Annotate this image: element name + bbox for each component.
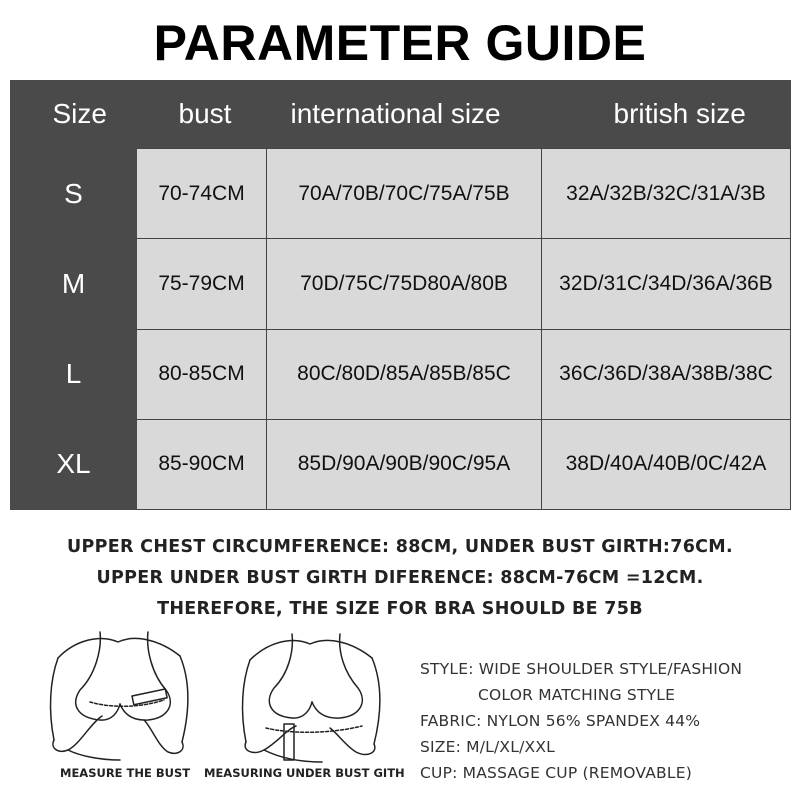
measurement-illustration [40,620,410,765]
page-title: PARAMETER GUIDE [153,15,647,71]
british-cell: 32A/32B/32C/31A/3B [542,149,791,239]
spec-style: STYLE: WIDE SHOULDER STYLE/FASHION [420,660,743,678]
british-cell: 38D/40A/40B/0C/42A [542,419,791,509]
caption-measure-under-bust: MEASURING UNDER BUST GITH [204,766,405,780]
size-cell: XL [11,419,137,509]
bust-cell: 80-85CM [137,329,267,419]
spec-fabric: FABRIC: NYLON 56% SPANDEX 44% [420,712,701,730]
bust-cell: 75-79CM [137,239,267,329]
measure-under-bust-figure-icon [243,634,380,762]
spec-size: SIZE: M/L/XL/XXL [420,738,555,756]
header-size: Size [11,80,137,149]
spec-cup: CUP: MASSAGE CUP (REMOVABLE) [420,764,692,782]
size-cell: M [11,239,137,329]
header-british-size: british size [542,80,791,149]
table-row [11,149,791,239]
table-row [11,419,791,509]
bust-cell: 70-74CM [137,149,267,239]
size-cell: S [11,149,137,239]
table-header-row [11,80,791,149]
note-line: THEREFORE, THE SIZE FOR BRA SHOULD BE 75B [157,599,643,619]
international-cell: 70A/70B/70C/75A/75B [267,149,542,239]
note-line: UPPER UNDER BUST GIRTH DIFERENCE: 88CM-76CM =12CM. [96,568,704,588]
international-cell: 80C/80D/85A/85B/85C [267,329,542,419]
size-table [10,80,791,510]
international-cell: 85D/90A/90B/90C/95A [267,419,542,509]
note-line: UPPER CHEST CIRCUMFERENCE: 88CM, UNDER BUST GIRTH:76CM. [67,537,733,557]
caption-measure-bust: MEASURE THE BUST [60,766,191,780]
header-international-size: international size [267,80,542,149]
table-row [11,329,791,419]
product-specs [420,656,795,786]
header-bust: bust [137,80,267,149]
table-row [11,239,791,329]
british-cell: 36C/36D/38A/38B/38C [542,329,791,419]
international-cell: 70D/75C/75D80A/80B [267,239,542,329]
british-cell: 32D/31C/34D/36A/36B [542,239,791,329]
spec-style-continued: COLOR MATCHING STYLE [478,686,676,704]
bust-cell: 85-90CM [137,419,267,509]
size-cell: L [11,329,137,419]
measurement-notes [0,532,800,625]
measure-bust-figure-icon [51,632,188,760]
size-table-container [10,80,790,510]
